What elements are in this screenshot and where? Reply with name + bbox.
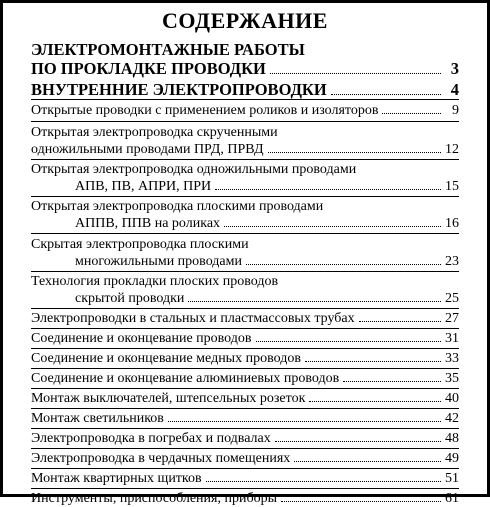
toc-entry-6[interactable]	[31, 253, 459, 270]
separator	[31, 159, 459, 160]
dot-leader	[309, 401, 441, 402]
toc-entry-1-page: 4	[450, 80, 459, 99]
toc-entry-2[interactable]	[31, 102, 459, 119]
toc-entry-0[interactable]	[31, 59, 459, 78]
toc-entry-7[interactable]	[31, 290, 459, 307]
toc-entry-14-page: 48	[445, 431, 459, 446]
toc-entry-3-line1: Открытая электропроводка скрученными	[31, 125, 278, 140]
toc-entry-11-title: Соединение и оконцевание алюминиевых проводов	[31, 371, 340, 386]
separator	[31, 233, 459, 234]
toc-entry-8-page: 27	[445, 311, 459, 326]
toc-entry-3-title: одножильными проводами ПРД, ПРВД	[31, 142, 264, 157]
toc-entry-10[interactable]	[31, 350, 459, 367]
toc-entry-5[interactable]	[31, 215, 459, 232]
separator	[31, 328, 459, 329]
toc-entry-5-title: АППВ, ППВ на роликах	[75, 216, 221, 231]
separator	[31, 308, 459, 309]
toc-entry-15[interactable]	[31, 450, 459, 467]
dot-leader	[331, 94, 441, 95]
separator	[31, 348, 459, 349]
toc-entry-13-title: Монтаж светильников	[31, 411, 164, 426]
page-title: СОДЕРЖАНИЕ	[162, 8, 328, 33]
toc-entry-10-title: Соединение и оконцевание медных проводов	[31, 351, 301, 366]
toc-entry-8-title: Электропроводки в стальных и пластмассовых трубах	[31, 311, 355, 326]
toc-entry-1-title: ВНУТРЕННИЕ ЭЛЕКТРОПРОВОДКИ	[31, 80, 327, 99]
toc-entry-10-page: 33	[445, 351, 459, 366]
toc-entry-12[interactable]	[31, 390, 459, 407]
toc-entry-4-page: 15	[445, 179, 459, 194]
toc-entry-15-title: Электропроводка в чердачных помещениях	[31, 451, 291, 466]
dot-leader	[270, 73, 441, 74]
separator	[31, 488, 459, 489]
separator	[31, 388, 459, 389]
toc-entry-17-page: 61	[445, 491, 459, 506]
toc-entry-4-title: АПВ, ПВ, АПРИ, ПРИ	[75, 179, 212, 194]
dot-leader	[256, 341, 441, 342]
toc-entry-16-page: 51	[445, 471, 459, 486]
dot-leader	[275, 441, 441, 442]
toc-entry-15-page: 49	[445, 451, 459, 466]
toc-entry-0-line1: ЭЛЕКТРОМОНТАЖНЫЕ РАБОТЫ	[31, 40, 305, 59]
toc-entry-6-line1: Скрытая электропроводка плоскими	[31, 237, 249, 252]
dot-leader	[305, 361, 441, 362]
toc-entry-6-page: 23	[445, 254, 459, 269]
toc-entry-12-page: 40	[445, 391, 459, 406]
toc-entry-13-page: 42	[445, 411, 459, 426]
toc-entry-2-page: 9	[452, 103, 459, 118]
toc-entry-8[interactable]	[31, 310, 459, 327]
toc-entry-3-page: 12	[445, 142, 459, 157]
separator	[31, 121, 459, 122]
toc-entry-2-title: Открытые проводки с применением роликов и изоляторов	[31, 103, 379, 118]
toc-entry-9[interactable]	[31, 330, 459, 347]
toc-entry-0-page: 3	[450, 59, 459, 78]
dot-leader	[188, 301, 441, 302]
toc-entry-17[interactable]	[31, 490, 459, 507]
toc-entry-3[interactable]	[31, 141, 459, 158]
toc-entry-13[interactable]	[31, 410, 459, 427]
separator	[31, 448, 459, 449]
toc-entry-5-line1: Открытая электропроводка плоскими проводами	[31, 199, 324, 214]
dot-leader	[268, 152, 441, 153]
toc-entry-1[interactable]	[31, 80, 459, 99]
toc-entry-7-page: 25	[445, 291, 459, 306]
separator	[31, 408, 459, 409]
dot-leader	[224, 226, 441, 227]
toc-entry-9-title: Соединение и оконцевание проводов	[31, 331, 252, 346]
separator	[31, 271, 459, 272]
toc-entry-16[interactable]	[31, 470, 459, 487]
toc-entry-14[interactable]	[31, 430, 459, 447]
separator	[31, 99, 459, 100]
dot-leader	[343, 381, 441, 382]
separator	[31, 428, 459, 429]
toc-entry-0-title: ПО ПРОКЛАДКЕ ПРОВОДКИ	[31, 59, 266, 78]
toc-entry-11-page: 35	[445, 371, 459, 386]
dot-leader	[215, 189, 441, 190]
toc-entry-4[interactable]	[31, 178, 459, 195]
dot-leader	[382, 113, 441, 114]
dot-leader	[246, 264, 441, 265]
dot-leader	[359, 321, 441, 322]
toc-entry-14-title: Электропроводка в погребах и подвалах	[31, 431, 271, 446]
toc-entry-4-line1: Открытая электропроводка одножильными проводами	[31, 162, 357, 177]
dot-leader	[168, 421, 441, 422]
separator	[31, 196, 459, 197]
toc-entry-17-title: Инструменты, приспособления, приборы	[31, 491, 277, 506]
toc-entry-7-line1: Технология прокладки плоских проводов	[31, 274, 279, 289]
separator	[31, 368, 459, 369]
toc-entry-11[interactable]	[31, 370, 459, 387]
separator	[31, 468, 459, 469]
dot-leader	[206, 481, 441, 482]
toc-entry-16-title: Монтаж квартирных щитков	[31, 471, 202, 486]
toc-entry-12-title: Монтаж выключателей, штепсельных розеток	[31, 391, 306, 406]
toc-entry-7-title: скрытой проводки	[75, 291, 185, 306]
dot-leader	[294, 461, 441, 462]
dot-leader	[281, 501, 441, 502]
toc-entry-9-page: 31	[445, 331, 459, 346]
toc-entry-5-page: 16	[445, 216, 459, 231]
toc-entry-6-title: многожильными проводами	[75, 254, 242, 269]
